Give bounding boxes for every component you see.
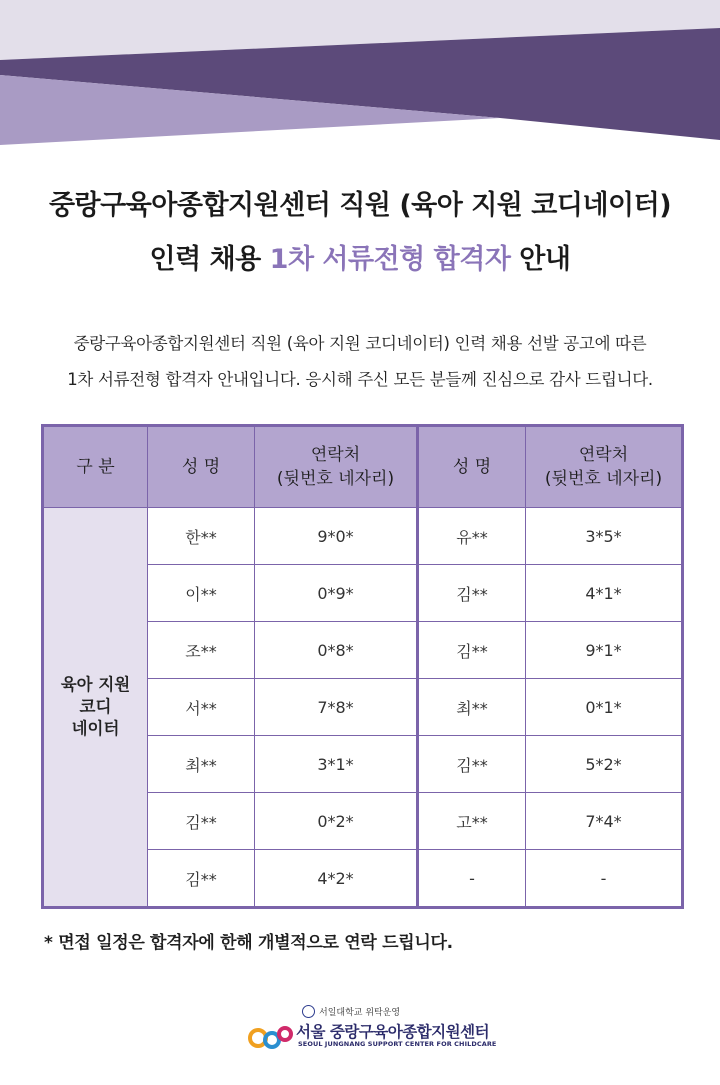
contact-left: 0*2* <box>255 793 418 850</box>
header-name-left: 성 명 <box>148 426 255 508</box>
header-contact-left-line1: 연락처 <box>310 445 361 465</box>
name-right: 김** <box>418 736 526 793</box>
name-left: 김** <box>148 850 255 908</box>
page-title-line1: 중랑구육아종합지원센터 직원 (육아 지원 코디네이터) <box>48 190 672 221</box>
category-line3: 네이터 <box>71 719 120 738</box>
contact-left: 7*8* <box>255 679 418 736</box>
contact-right: 7*4* <box>526 793 683 850</box>
name-right: 최** <box>418 679 526 736</box>
name-left: 조** <box>148 622 255 679</box>
intro-text-line2: 1차 서류전형 합격자 안내입니다. 응시해 주신 모든 분들께 진심으로 감사 드립니다. <box>67 370 653 389</box>
name-left: 최** <box>148 736 255 793</box>
header-contact-left <box>255 426 418 508</box>
interview-note: * 면접 일정은 합격자에 한해 개별적으로 연락 드립니다. <box>44 933 453 953</box>
contact-right: 4*1* <box>526 565 683 622</box>
center-logo-icon <box>248 1020 294 1052</box>
intro-text-line1: 중랑구육아종합지원센터 직원 (육아 지원 코디네이터) 인력 채용 선발 공고에 따른 <box>73 334 647 353</box>
contact-right: 0*1* <box>526 679 683 736</box>
page-title-line2 <box>0 237 720 276</box>
table-row <box>43 508 683 565</box>
header-contact-right <box>526 426 683 508</box>
name-right: - <box>418 850 526 908</box>
category-line1: 육아 지원 <box>60 675 131 694</box>
category-line2: 코디 <box>79 697 112 716</box>
contact-left: 4*2* <box>255 850 418 908</box>
name-left: 서** <box>148 679 255 736</box>
name-right: 고** <box>418 793 526 850</box>
name-left: 이** <box>148 565 255 622</box>
name-left: 김** <box>148 793 255 850</box>
center-english-name: SEOUL JUNGNANG SUPPORT CENTER FOR CHILDCARE <box>298 1040 497 1048</box>
table-header-row <box>43 426 683 508</box>
contact-right: - <box>526 850 683 908</box>
contact-right: 9*1* <box>526 622 683 679</box>
header-contact-right-line1: 연락처 <box>578 445 629 465</box>
title-suffix: 안내 <box>510 244 571 275</box>
header-banner <box>0 0 720 150</box>
university-emblem-icon <box>302 1005 315 1018</box>
name-right: 김** <box>418 565 526 622</box>
contact-right: 3*5* <box>526 508 683 565</box>
header-contact-right-line2: (뒷번호 네자리) <box>544 469 663 489</box>
name-right: 김** <box>418 622 526 679</box>
contact-left: 0*8* <box>255 622 418 679</box>
header-name-right: 성 명 <box>418 426 526 508</box>
contact-left: 3*1* <box>255 736 418 793</box>
header-contact-left-line2: (뒷번호 네자리) <box>276 469 395 489</box>
contact-left: 9*0* <box>255 508 418 565</box>
results-table <box>41 424 684 909</box>
category-cell <box>43 508 148 908</box>
center-name: 서울 중랑구육아종합지원센터 <box>296 1023 490 1041</box>
header-category: 구 분 <box>43 426 148 508</box>
university-text: 서일대학교 위탁운영 <box>319 1008 401 1018</box>
title-prefix: 인력 채용 <box>149 244 270 275</box>
contact-right: 5*2* <box>526 736 683 793</box>
university-line <box>302 1005 400 1018</box>
name-right: 유** <box>418 508 526 565</box>
title-accent: 1차 서류전형 합격자 <box>269 244 511 275</box>
name-left: 한** <box>148 508 255 565</box>
contact-left: 0*9* <box>255 565 418 622</box>
